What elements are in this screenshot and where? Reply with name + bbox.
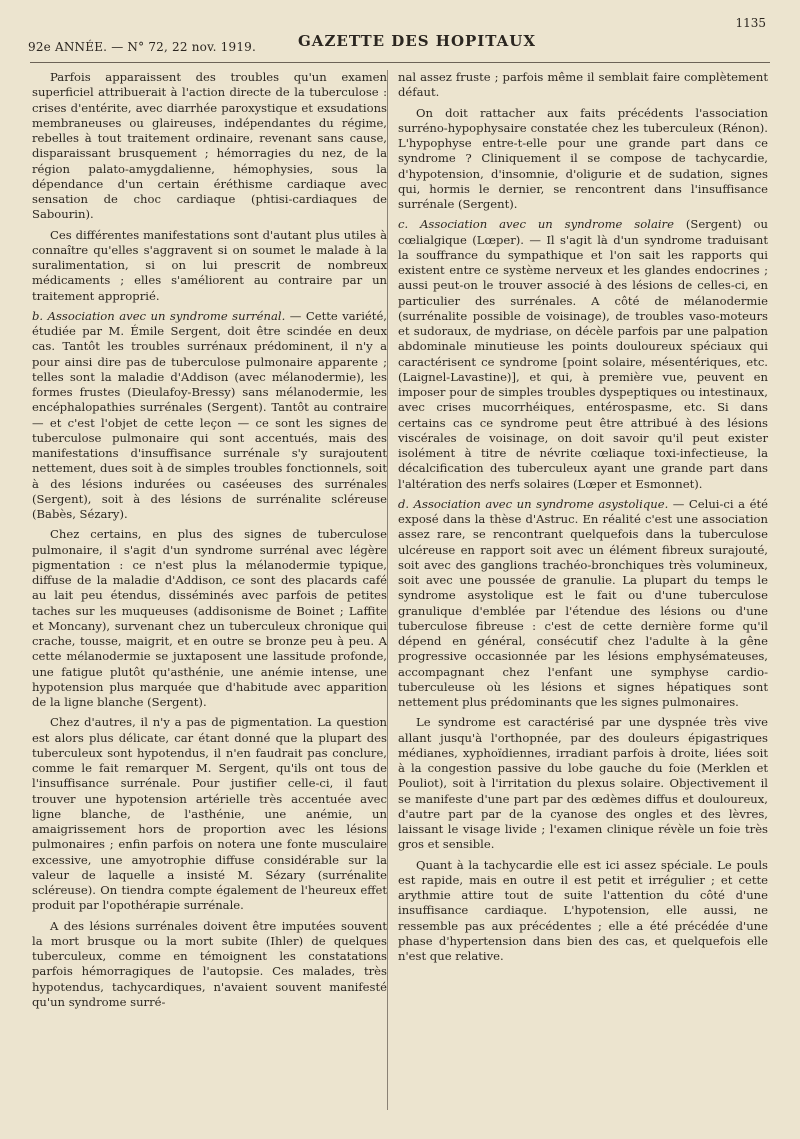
issue-line: 92e ANNÉE. — N° 72, 22 nov. 1919. [28,40,257,54]
section-b-title: b. Association avec un syndrome surrénal. [32,308,286,323]
paragraph: Parfois apparaissent des troubles qu'un examen superficiel attribuerait à l'action directe de la tuberculose : crises d'entérite, avec diarrhée paroxystique et exsudations membraneuses ou glaireuses, indépendantes du régime, rebelles à tout traitement ordinaire, revenant sans cause, disparaissant brusquement ; hémorragies du nez, de la région palato-amygdalienne, hémophysies, sous la dépendance d'un certain éréthisme cardiaque avec sensation de choc cardiaque (phtisi-cardiaques de Sabourin). [32,70,387,222]
section-d-title: d. Association avec un syndrome asystolique. [398,496,669,511]
column-divider [387,70,388,1110]
header-rule [30,62,770,63]
section-c-text: (Sergent) ou cœlialgique (Lœper). — Il s'agit là d'un syndrome traduisant la souffrance du sympathique et l'on sait les rapports qui existent entre ce système nerveux et les glandes endocrines ; aussi peut-on le trouver associé à des lésions de celles-ci, en particulier des surrénales. A côté de mélanodermie (surrénalite possible de voisinage), de troubles vaso-moteurs et sudoraux, de mydriase, on décèle parfois par une palpation abdominale minutieuse les points douloureux spéciaux qui caractérisent ce syndrome [point solaire, mésentériques, etc. (Laignel-Lavastine)], et qui, à première vue, peuvent en imposer pour de simples troubles dyspeptiques ou intestinaux, avec crises mucorrhéiques, entérospasme, etc. Si dans certains cas ce syndrome peut être attribué à des lésions viscérales de voisinage, on doit savoir qu'il peut exister isolément à titre de névrite cœliaque toxi-infectieuse, la décalcification des tuberculeux ayant une grande part dans l'altération des nerfs solaires (Lœper et Esmonnet). [398,217,768,491]
journal-title: GAZETTE DES HOPITAUX [298,32,537,50]
paragraph: Chez certains, en plus des signes de tuberculose pulmonaire, il s'agit d'un syndrome surrénal avec légère pigmentation : ce n'est plus la mélanodermie typique, diffuse de la maladie d'Addison, ce sont des placards café au lait peu étendus, disséminés avec parfois de petites taches sur les muqueuses (addisonisme de Boinet ; Laffite et Moncany), survenant chez un tuberculeux chronique qui crache, tousse, maigrit, et en outre se bronze peu à peu. A cette mélanodermie se juxtaposent une lassitude profonde, une fatigue plutôt qu'asthénie, une anémie intense, une hypotension plus marquée que d'habitude avec apparition de la ligne blanche (Sergent). [32,527,387,709]
right-column [398,70,768,969]
page-number: 1135 [735,16,766,30]
section-c-title: c. Association avec un syndrome solaire [398,217,674,232]
section-b-text: — Cette variété, étudiée par M. Émile Sergent, doit être scindée en deux cas. Tantôt les troubles surrénaux prédominent, il n'y a pour ainsi dire pas de tuberculose pulmonaire apparente ; telles sont la maladie d'Addison (avec mélanodermie), les formes frustes (Dieulafoy-Bressy) sans mélanodermie, les encéphalopathies surrénales (Sergent). Tantôt au contraire — et c'est l'objet de cette leçon — ce sont les signes de tuberculose pulmonaire qui sont accentués, mais des manifestations d'insuffisance surrénale s'y surajoutent nettement, dues soit à de simples troubles fonctionnels, soit à des lésions indurées ou caséeuses des surrénales (Sergent), soit à des lésions de surrénalite scléreuse (Babès, Sézary). [32,308,387,521]
page-header [28,14,772,58]
paragraph: nal assez fruste ; parfois même il semblait faire complètement défaut. [398,70,768,100]
paragraph: Ces différentes manifestations sont d'autant plus utiles à connaître qu'elles s'aggravent si on soumet le malade à la suralimentation, si on lui prescrit de nombreux médicaments ; elles s'améliorent au contraire par un traitement approprié. [32,227,387,303]
paragraph: On doit rattacher aux faits précédents l'association surréno-hypophysaire constatée chez les tuberculeux (Rénon). L'hypophyse entre-t-elle pour une grande part dans ce syndrome ? Cliniquement il se compose de tachycardie, d'hypotension, d'insomnie, d'oligurie et de sudation, signes qui, hormis le dernier, se rencontrent dans l'insuffisance surrénale (Sergent). [398,105,768,211]
section-d-text: — Celui-ci a été exposé dans la thèse d'Astruc. En réalité c'est une association assez rare, se rencontrant quelquefois dans la tuberculose ulcéreuse en rapport soit avec un élément fibreux surajouté, soit avec des ganglions trachéo-bronchiques très volumineux, soit avec une poussée de granulie. La plupart du temps le syndrome asystolique est le fait ou d'une tuberculose granulique d'emblée par l'étendue des lésions ou d'une tuberculose fibreuse : c'est de cette dernière forme qu'il dépend en général, consécutif chez l'adulte à la gêne progressive occasionnée par les lésions emphysémateuses, accompagnant chez l'enfant une symphyse cardio-tuberculeuse où les lésions et signes hépatiques sont nettement plus prédominants que les signes pulmonaires. [398,496,768,709]
paragraph: Le syndrome est caractérisé par une dyspnée très vive allant jusqu'à l'orthopnée, par des douleurs épigastriques médianes, xyphoïdiennes, irradiant parfois à droite, liées soit à la congestion passive du lobe gauche du foie (Merklen et Pouliot), soit à l'irritation du plexus solaire. Objectivement il se manifeste d'une part par des œdèmes diffus et douloureux, d'autre part par de la cyanose des ongles et des lèvres, laissant le visage livide ; l'examen clinique révèle un foie très gros et sensible. [398,715,768,852]
paragraph: Chez d'autres, il n'y a pas de pigmentation. La question est alors plus délicate, car étant donné que la plupart des tuberculeux sont hypotendus, il n'en faudrait pas conclure, comme le fait remarquer M. Sergent, qu'ils ont tous de l'insuffisance surrénale. Pour justifier celle-ci, il faut trouver une hypotension artérielle très accentuée avec ligne blanche, de l'asthénie, une anémie, un amaigrissement hors de proportion avec les lésions pulmonaires ; enfin parfois on notera une fonte musculaire excessive, une amyotrophie diffuse considérable sur la valeur de laquelle a insisté M. Sézary (surrénalite scléreuse). On tiendra compte également de l'heureux effet produit par l'opothérapie surrénale. [32,715,387,913]
left-column [32,70,387,1015]
paragraph: A des lésions surrénales doivent être imputées souvent la mort brusque ou la mort subite (Ihler) de quelques tuberculeux, comme en témoignent les constatations parfois hémorragiques de l'autopsie. Ces malades, très hypotendus, tachycardiques, n'avaient souvent manifesté qu'un syndrome surré- [32,918,387,1009]
paragraph: Quant à la tachycardie elle est ici assez spéciale. Le pouls est rapide, mais en outre il est petit et irrégulier ; et cette arythmie attire tout de suite l'attention du côté d'une insuffisance cardiaque. L'hypotension, elle aussi, ne ressemble pas aux précédentes ; elle a été précédée d'une phase d'hypertension dans bien des cas, et quelquefois elle n'est que relative. [398,857,768,963]
